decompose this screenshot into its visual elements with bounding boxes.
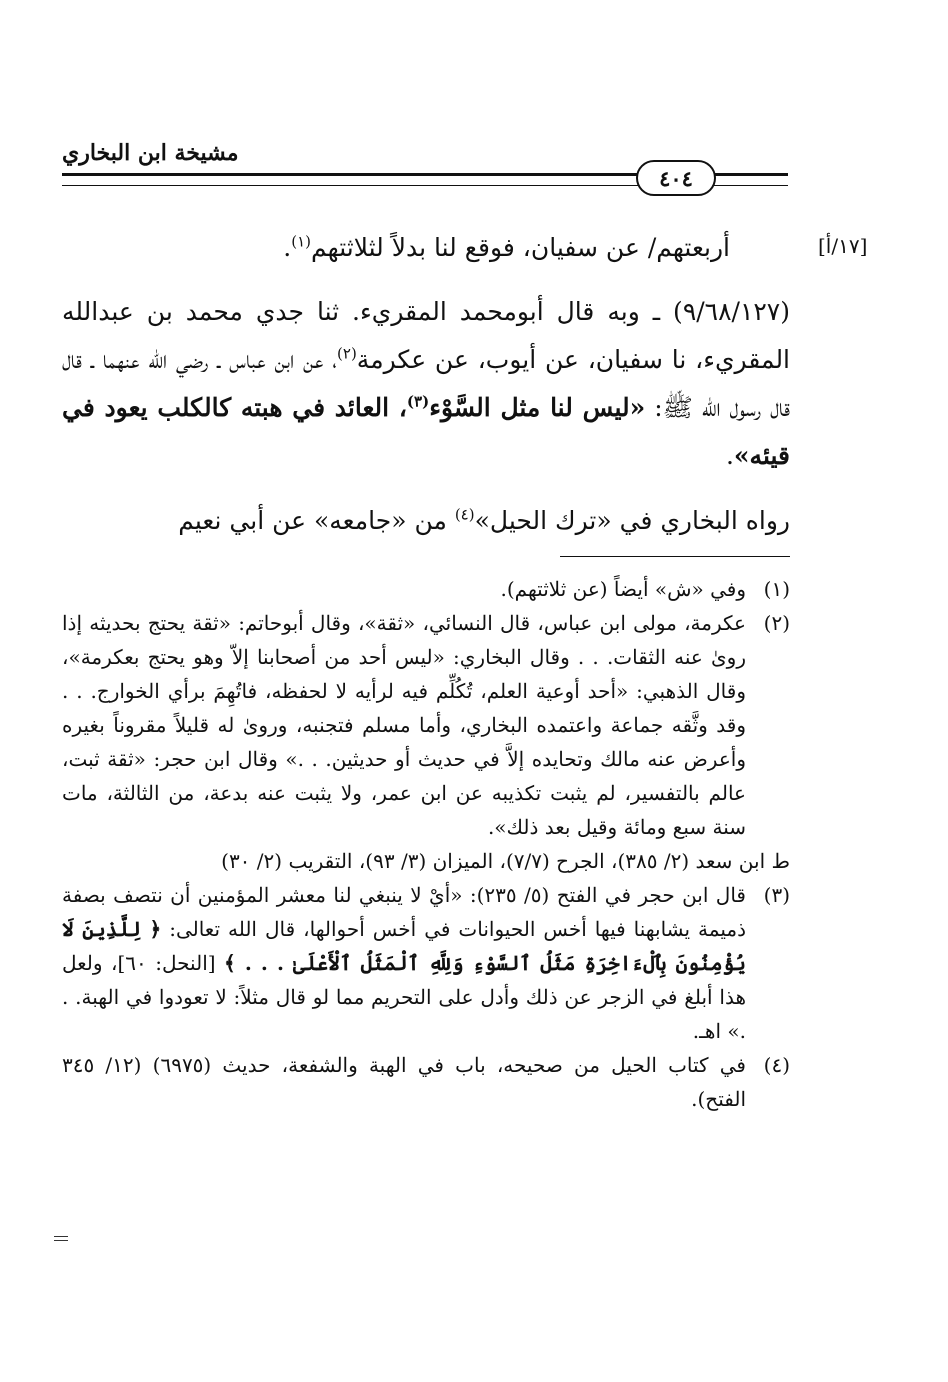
footnote-ref-4: (٤) [454,505,475,524]
hadith-paragraph: (٩/٦٨/١٢٧) ـ وبه قال أبومحمد المقريء. ثنا جدي محمد بن عبدالله المقريء، نا سفيان، عن أيوب، عن عكرمة$^{(٢)}$، عن ابن عباس ـ رضي الله عنهما ـ قال قال رسول الله ﷺ: «ليس لنا مثل السَّوْء$^{(٣)}$، العائد في هبته كالكلب يعود في قيئه». [62,297,791,470]
main-text [62,226,790,544]
footnote-number: (٤) [763,1053,790,1077]
footnote-text: عكرمة، مولى ابن عباس، قال النسائي، «ثقة»، وقال أبوحاتم: «ثقة يحتج بحديثه إذا روىٰ عنه الثقات. . . وقال البخاري: «ليس أحد من أصحابنا إلاّ وهو يحتج بعكرمة»، وقال الذهبي: «أحد أوعية العلم، تُكُلِّم فيه لرأيه لا لحفظه، فاتُهِمَ برأي الخوارج. . . وقد وثَّقه جماعة واعتمده البخاري، وأما مسلم فتجنبه، وروىٰ له قليلاً مقروناً بغيره وأعرض عنه مالك وتحايده إلاَّ في حديث أو حديثين. . .» وقال ابن حجر: «ثقة ثبت، عالم بالتفسير، لم يثبت تكذيبه عن ابن عمر، ولا يثبت عنه بدعة، من الثالثة، مات سنة سبع ومائة وقيل بعد ذلك». [62,611,746,839]
footnote-text: قال ابن حجر في الفتح (٥/ ٢٣٥): «أيْ لا ينبغي لنا معشر المؤمنين أن نتصف بصفة ذميمة يشابهنا فيها أخس الحيوانات في أخس أحوالها، قال الله تعالى: ﴿ لِلَّذِينَ لَا يُؤْمِنُونَ بِٱلْءَاخِرَةِ مَثَلُ ٱلسَّوْءِ وَلِلَّهِ ٱلْمَثَلُ ٱلْأَعْلَىٰ . . . ﴾ [النحل: ٦٠]، ولعل هذا أبلغ في الزجر عن ذلك وأدل على التحريم مما لو قال مثلاً: لا تعودوا في الهبة. . .» اهـ. [62,883,746,1043]
footnote-number: (٣) [763,883,790,907]
hadith-text: «ليس لنا مثل السَّوْء$^{(٣)}$، العائد في هبته كالكلب يعود في قيئه» [62,392,790,470]
footnote-text: وفي «ش» أيضاً (عن ثلاثتهم). [500,577,746,601]
footnote-ref-1: (١) [291,232,312,251]
page-number-text: ٤٠٤ [659,165,693,191]
footnote-separator [560,556,790,557]
footnote-number: (٢) [763,611,790,635]
footnote-ref-3: (٣) [406,392,430,411]
header-rule-left [62,173,638,186]
header-rule-right [712,173,788,186]
footnote-number: (١) [763,577,790,601]
footnote-2 [62,606,790,844]
page-number [636,160,716,196]
page-edge-mark [54,1236,68,1241]
footnotes [62,572,790,1116]
footnote-ref-2: (٢) [337,344,357,363]
quran-verse: ﴿ لِلَّذِينَ لَا يُؤْمِنُونَ بِٱلْءَاخِرَةِ مَثَلُ ٱلسَّوْءِ وَلِلَّهِ ٱلْمَثَلُ ٱلْأَعْلَىٰ . . . ﴾ [62,917,746,975]
continuation-line: أربعتهم/ عن سفيان، فوقع لنا بدلاً لثلاثتهم$^{(١)}$. [283,232,730,262]
footnote-1 [62,572,790,606]
footnote-4 [62,1048,790,1116]
footnote-text: في كتاب الحيل من صحيحه، باب في الهبة والشفعة، حديث (٦٩٧٥) (١٢/ ٣٤٥ الفتح). [62,1053,746,1111]
footnote-2-sources: ط ابن سعد (٢/ ٣٨٥)، الجرح (٧/٧)، الميزان (٣/ ٩٣)، التقريب (٢/ ٣٠) [221,849,790,873]
footnote-3 [62,878,790,1048]
manuscript-folio-ref: [١٧/أ] [818,234,868,258]
narration-paragraph: رواه البخاري في «ترك الحيل»$^{(٤)}$ من «جامعه» عن أبي نعيم [178,505,790,535]
running-title: مشيخة ابن البخاري [62,140,239,166]
